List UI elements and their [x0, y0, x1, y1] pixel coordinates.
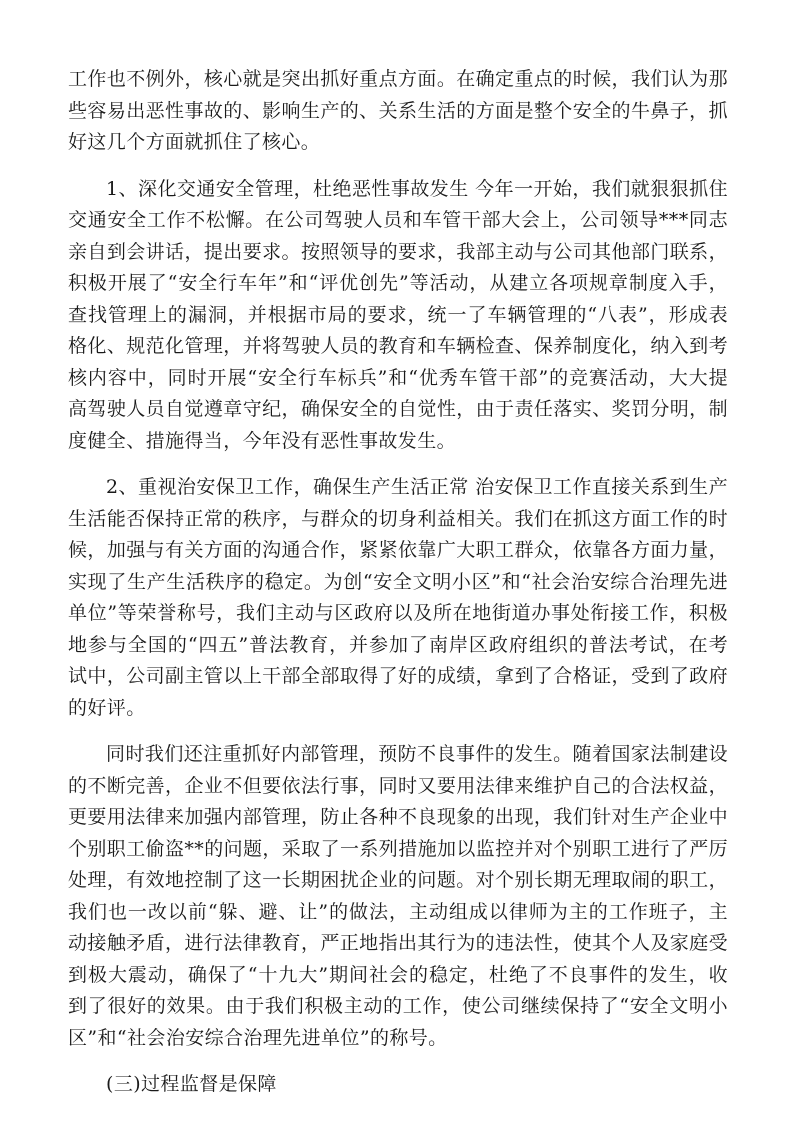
paragraph-intro: 工作也不例外，核心就是突出抓好重点方面。在确定重点的时候，我们认为那些容易出恶性事故的、影响生产的、关系生活的方面是整个安全的牛鼻子，抓好这几个方面就抓住了核心。 — [68, 68, 728, 153]
document-page — [68, 64, 728, 1101]
paragraph-traffic-safety: 1、深化交通安全管理，杜绝恶性事故发生 今年一开始，我们就狠狠抓住交通安全工作不松懈。在公司驾驶人员和车管干部大会上，公司领导***同志亲自到会讲话，提出要求。按照领导的要求，我部主动与公司其他部门联系，积极开展了“安全行车年”和“评优创先”等活动，从建立各项规章制度入手，查找管理上的漏洞，并根据市局的要求，统一了车辆管理的“八表”，形成表格化、规范化管理，并将驾驶人员的教育和车辆检查、保养制度化，纳入到考核内容中，同时开展“安全行车标兵”和“优秀车管干部”的竞赛活动，大大提高驾驶人员自觉遵章守纪，确保安全的自觉性，由于责任落实、奖罚分明，制度健全、措施得当，今年没有恶性事故发生。 — [68, 177, 728, 452]
paragraph-security-work: 2、重视治安保卫工作，确保生产生活正常 治安保卫工作直接关系到生产生活能否保持正常的秩序，与群众的切身利益相关。我们在抓这方面工作的时候，加强与有关方面的沟通合作，紧紧依靠广大职工群众，依靠各方面力量，实现了生产生活秩序的稳定。为创“安全文明小区”和“社会治安综合治理先进单位”等荣誉称号，我们主动与区政府以及所在地街道办事处衔接工作，积极地参与全国的“四五”普法教育，并参加了南岸区政府组织的普法考试，在考试中，公司副主管以上干部全部取得了好的成绩，拿到了合格证，受到了政府的好评。 — [68, 476, 728, 719]
paragraph-internal-management: 同时我们还注重抓好内部管理，预防不良事件的发生。随着国家法制建设的不断完善，企业不但要依法行事，同时又要用法律来维护自己的合法权益，更要用法律来加强内部管理，防止各种不良现象的出现，我们针对生产企业中个别职工偷盗**的问题，采取了一系列措施加以监控并对个别职工进行了严厉处理，有效地控制了这一长期困扰企业的问题。对个别长期无理取闹的职工，我们也一改以前“躲、避、让”的做法，主动组成以律师为主的工作班子，主动接触矛盾，进行法律教育，严正地指出其行为的违法性，使其个人及家庭受到极大震动，确保了“十九大”期间社会的稳定，杜绝了不良事件的发生，收到了很好的效果。由于我们积极主动的工作，使公司继续保持了“安全文明小区”和“社会治安综合治理先进单位”的称号。 — [68, 743, 729, 1049]
section-heading: (三)过程监督是保障 — [106, 1073, 277, 1095]
